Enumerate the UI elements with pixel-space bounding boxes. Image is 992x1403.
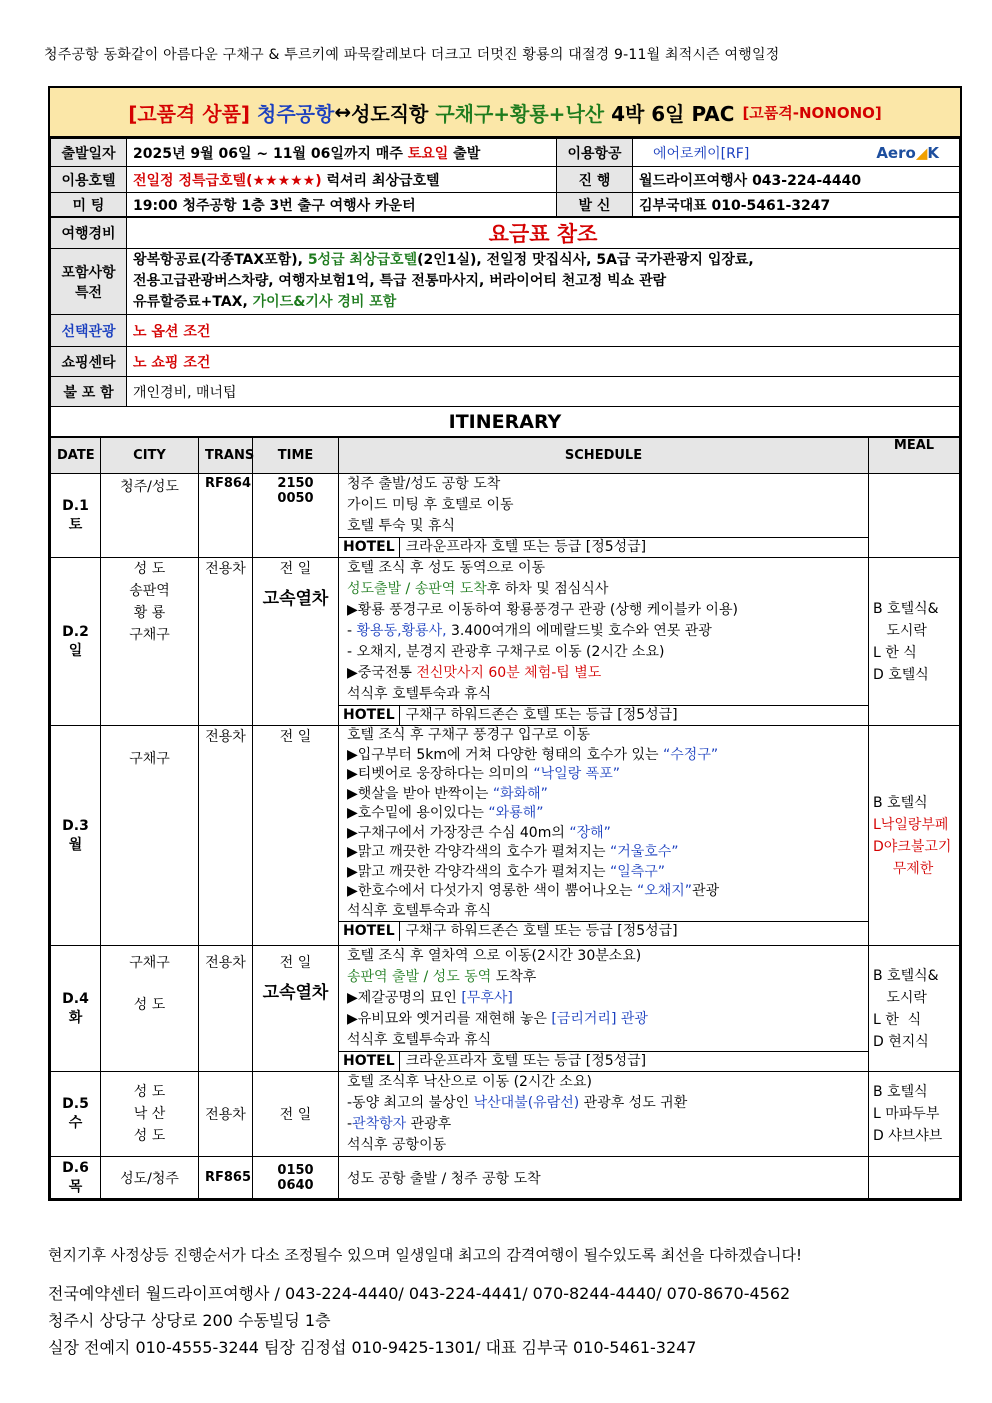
proceed-label: 진 행: [557, 167, 633, 193]
shopping-value: 노 쇼핑 조건: [127, 347, 960, 377]
day-meal: B 호텔식 L낙일랑부페 D야크불고기 무제한: [869, 726, 960, 946]
day-schedule: 성도 공항 출발 / 청주 공항 도착: [339, 1157, 869, 1199]
header-date: DATE: [51, 438, 101, 474]
conditions-table: [50, 217, 960, 437]
hotel-value: 전일정 정특급호텔(★★★★★) 럭셔리 최상급호텔: [127, 167, 557, 193]
banner-duration: 4박 6일 PAC: [611, 101, 735, 126]
banner-arrow: ↔: [334, 100, 352, 124]
proceed-value: 월드라이프여행사 043-224-4440: [633, 167, 960, 193]
day-date: D.4 화: [51, 946, 101, 1072]
day-hotel: HOTEL 크라운프라자 호텔 또는 등급 [정5성급]: [339, 1051, 868, 1071]
depart-label: 출발일자: [51, 139, 127, 167]
day-meal: [869, 474, 960, 558]
shopping-label: 쇼핑센타: [51, 347, 127, 377]
page-headline: 청주공항 동화같이 아름다운 구채구 & 투르키예 파묵칼레보다 더크고 더멋진 황룡의 대절경 9-11월 최적시즌 여행일정: [44, 47, 780, 63]
day-date: D.2 일: [51, 558, 101, 726]
exclusions-label: 불 포 함: [51, 377, 127, 407]
day-schedule: 청주 출발/성도 공항 도착 가이드 미팅 후 호텔로 이동 호텔 투숙 및 휴식 HOTEL 크라운프라자 호텔 또는 등급 [정5성급]: [339, 474, 869, 558]
info-table: [50, 138, 960, 217]
banner-tag: [고품격-NONONO]: [742, 103, 882, 122]
day-date: D.5 수: [51, 1072, 101, 1157]
header-meal: MEAL: [869, 438, 960, 474]
day-time: 2150 0050: [253, 474, 339, 558]
footer-address: 청주시 상당구 상당로 200 수동빌딩 1층: [48, 1311, 331, 1330]
day-hotel: HOTEL 크라운프라자 호텔 또는 등급 [정5성급]: [339, 537, 868, 557]
inclusions-value: 왕복항공료(각종TAX포함), 5성급 최상급호텔(2인1실), 전일정 맛집식사, 5A급 국가관광지 입장료, 전용고급관광버스차량, 여행자보험1억, 특급 전통마사지, 버라이어티 천고정 빅쇼 관람 유류할증료+TAX, 가이드&기사 경비 포함: [127, 249, 960, 315]
sender-label: 발 신: [557, 193, 633, 217]
day-time: 0150 0640: [253, 1157, 339, 1199]
fee-label: 여행경비: [51, 218, 127, 249]
day-trans: 전용차: [199, 946, 253, 1072]
day-city: 성 도 낙 산 성 도: [101, 1072, 199, 1157]
day-date: D.6 목: [51, 1157, 101, 1199]
day-schedule: 호텔 조식 후 성도 동역으로 이동 성도출발 / 송판역 도착후 하차 및 점심식사 ▶황룡 풍경구로 이동하여 황룡풍경구 관광 (상행 케이블카 이용) - 황용동,황룡사, 3.400여개의 에메랄드빛 호수와 연못 관광 - 오채지, 분경지 관광후 구채구로 이동 (2시간 소요) ▶중국전통 전신맛사지 60분 체험-팁 별도 석식후 호텔투숙과 휴식 HOTEL 구채구 하워드존슨 호텔 또는 등급 [정5성급]: [339, 558, 869, 726]
itinerary-sheet: [48, 86, 962, 1201]
meeting-value: 19:00 청주공항 1층 3번 출구 여행사 카운터: [127, 193, 557, 217]
itinerary-table: [50, 437, 960, 1199]
day-city: 구채구: [101, 726, 199, 946]
hotel-label: 이용호텔: [51, 167, 127, 193]
aerok-logo: Aero◢K: [876, 143, 939, 162]
day-time: 전 일 고속열차: [253, 946, 339, 1072]
day-trans: 전용차: [199, 726, 253, 946]
day-row: [51, 946, 960, 1072]
day-city: 청주/성도: [101, 474, 199, 558]
day-time: 전 일: [253, 726, 339, 946]
header-schedule: SCHEDULE: [339, 438, 869, 474]
day-trans: 전용차: [199, 558, 253, 726]
day-schedule: 호텔 조식후 낙산으로 이동 (2시간 소요) -동양 최고의 불상인 낙산대불(유람선) 관광후 성도 귀환 -관착항자 관광후 석식후 공항이동: [339, 1072, 869, 1157]
option-value: 노 옵션 조건: [127, 315, 960, 347]
sender-value: 김부국대표 010-5461-3247: [633, 193, 960, 217]
airline-label: 이용항공: [557, 139, 633, 167]
itinerary-title: ITINERARY: [51, 407, 960, 437]
day-date: D.3 월: [51, 726, 101, 946]
footer-contact: 전국예약센터 월드라이프여행사 / 043-224-4440/ 043-224-4441/ 070-8244-4440/ 070-8670-4562: [48, 1284, 791, 1303]
exclusions-value: 개인경비, 매너팁: [127, 377, 960, 407]
banner-destination: 성도직항: [351, 101, 429, 126]
depart-value: 2025년 9월 06일 ~ 11월 06일까지 매주 토요일 출발: [127, 139, 557, 167]
day-schedule: 호텔 조식 후 구채구 풍경구 입구로 이동 ▶입구부터 5km에 거쳐 다양한 형태의 호수가 있는 “수정구” ▶티벳어로 웅장하다는 의미의 “낙일랑 폭포” ▶햇살을 받아 반짝이는 “화화해” ▶호수밑에 용이있다는 “와룡해” ▶구채구에서 가장장큰 수심 40m의 “장해” ▶맑고 깨끗한 각양각색의 호수가 펼쳐지는 “거울호수” ▶맑고 깨끗한 각양각색의 호수가 펼쳐지는 “일측구” ▶한호수에서 다섯가지 영롱한 색이 뿜어나오는 “오채지”관광 석식후 호텔투숙과 휴식 HOTEL 구채구 하워드존슨 호텔 또는 등급 [정5성급]: [339, 726, 869, 946]
footer-notice: 현지기후 사정상등 진행순서가 다소 조정될수 있으며 일생일대 최고의 감격여행이 될수있도록 최선을 다하겠습니다!: [48, 1246, 802, 1264]
banner-route: 구채구+황룡+낙산: [435, 101, 605, 126]
banner-origin: 청주공항: [257, 101, 335, 126]
day-meal: B 호텔식& 도시락 L 한 식 D 호텔식: [869, 558, 960, 726]
day-row: [51, 726, 960, 946]
day-date: D.1 토: [51, 474, 101, 558]
day-meal: B 호텔식 L 마파두부 D 샤브샤브: [869, 1072, 960, 1157]
banner-grade: [고품격 상품]: [128, 101, 251, 126]
day-trans: RF864: [199, 474, 253, 558]
footer-staff: 실장 전예지 010-4555-3244 팀장 김정섭 010-9425-1301/ 대표 김부국 010-5461-3247: [48, 1338, 697, 1357]
day-time: 전 일: [253, 1072, 339, 1157]
day-row: [51, 1072, 960, 1157]
day-trans: RF865: [199, 1157, 253, 1199]
meeting-label: 미 팅: [51, 193, 127, 217]
option-label: 선택관광: [51, 315, 127, 347]
fee-value: 요금표 참조: [127, 218, 960, 249]
product-banner: [50, 88, 960, 138]
day-hotel: HOTEL 구채구 하워드존슨 호텔 또는 등급 [정5성급]: [339, 705, 868, 725]
inclusions-label: 포함사항 특전: [51, 249, 127, 315]
header-time: TIME: [253, 438, 339, 474]
day-hotel: HOTEL 구채구 하워드존슨 호텔 또는 등급 [정5성급]: [339, 921, 868, 941]
day-meal: [869, 1157, 960, 1199]
day-schedule: 호텔 조식 후 열차역 으로 이동(2시간 30분소요) 송판역 출발 / 성도 동역 도착후 ▶제갈공명의 묘인 [무후사] ▶유비묘와 옛거리를 재현해 놓은 [금리거리] 관광 석식후 호텔투숙과 휴식 HOTEL 크라운프라자 호텔 또는 등급 [정5성급]: [339, 946, 869, 1072]
airline-value: 에어로케이[RF] Aero◢K: [633, 139, 960, 167]
day-row: [51, 1157, 960, 1199]
header-trans: TRANS: [199, 438, 253, 474]
day-city: 성 도 송판역 황 룡 구채구: [101, 558, 199, 726]
day-row: [51, 558, 960, 726]
day-time: 전 일 고속열차: [253, 558, 339, 726]
day-city: 구채구 성 도: [101, 946, 199, 1072]
day-meal: B 호텔식& 도시락 L 한 식 D 현지식: [869, 946, 960, 1072]
day-row: [51, 474, 960, 558]
day-trans: 전용차: [199, 1072, 253, 1157]
header-city: CITY: [101, 438, 199, 474]
day-city: 성도/청주: [101, 1157, 199, 1199]
